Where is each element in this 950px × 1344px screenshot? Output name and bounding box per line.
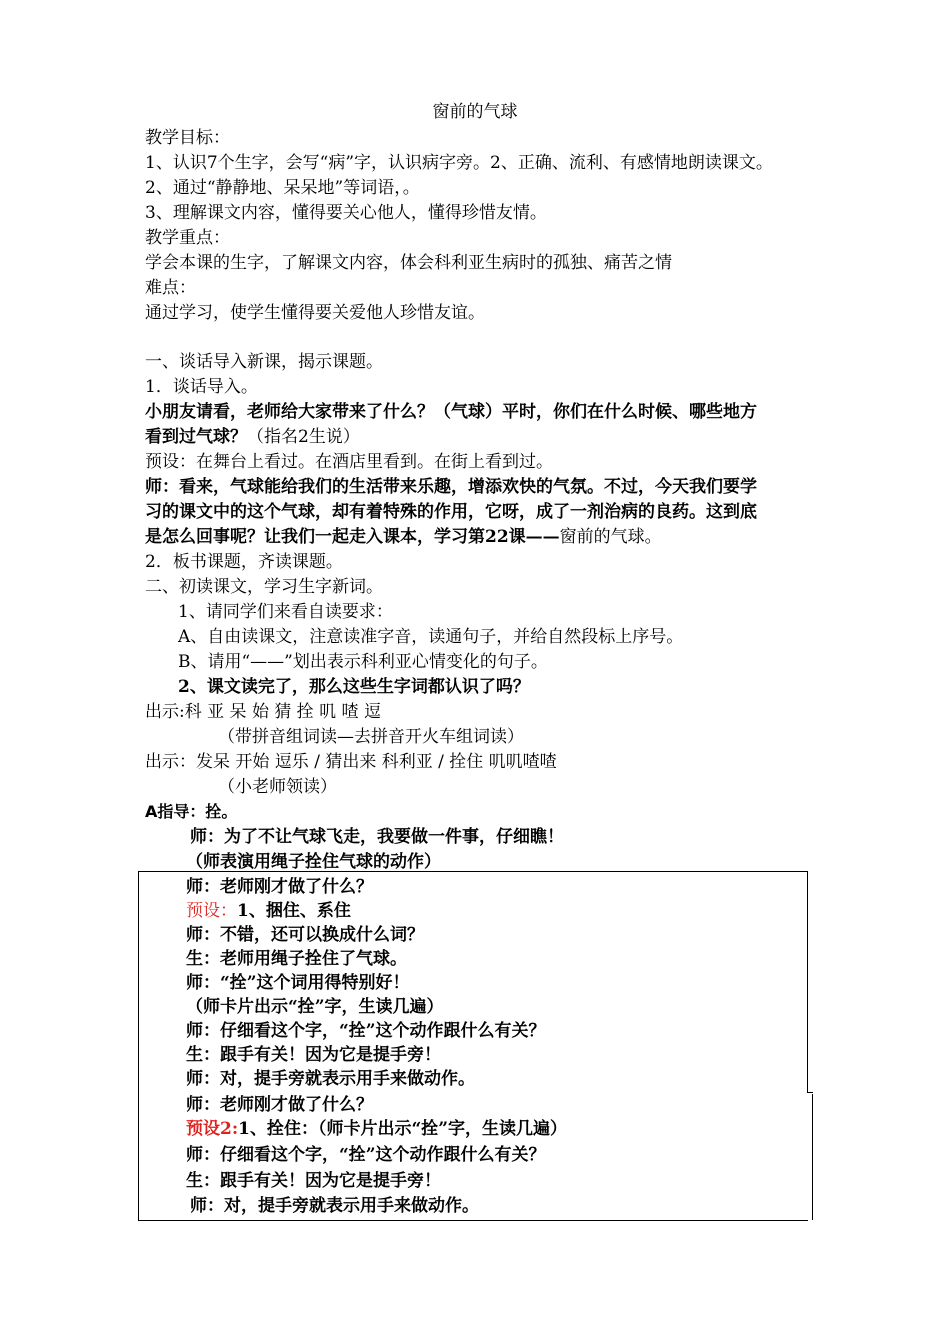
little-teacher-note: （小老师领读） bbox=[218, 777, 337, 797]
objective-1: 1、认识7个生字，会写“病”字，认识病字旁。2、正确、流利、有感情地朗读课文。 bbox=[145, 153, 773, 173]
preset-2-text: 1、拴住：（师卡片出示“拴”字，生读几遍） bbox=[238, 1119, 567, 1139]
difficulty-heading: 难点： bbox=[145, 278, 196, 298]
box-border-right-top bbox=[807, 871, 808, 1092]
box-line-4: 生：老师用绳子拴住了气球。 bbox=[186, 949, 407, 969]
step-1-heading: 1．谈话导入。 bbox=[145, 377, 258, 397]
preset-2-label: 预设2: bbox=[186, 1119, 239, 1139]
new-characters-list: 出示:科 亚 呆 始 猜 拴 叽 喳 逗 bbox=[145, 702, 381, 722]
expected-answer: 预设：在舞台上看过。在酒店里看到。在街上看到过。 bbox=[145, 452, 553, 472]
new-words-list: 出示：发呆 开始 逗乐 / 猜出来 科利亚 / 拴住 叽叽喳喳 bbox=[145, 752, 557, 772]
section-1-heading: 一、谈话导入新课，揭示课题。 bbox=[145, 352, 383, 372]
key-points-text: 学会本课的生字，了解课文内容，体会科利亚生病时的孤独、痛苦之情 bbox=[145, 253, 672, 273]
box-line-7: 师：仔细看这个字，“拴”这个动作跟什么有关？ bbox=[186, 1021, 546, 1041]
preset-1-label: 预设： bbox=[186, 901, 237, 921]
box-line-8: 生：跟手有关！因为它是提手旁！ bbox=[186, 1045, 441, 1065]
box-line-14: 师：对，提手旁就表示用手来做动作。 bbox=[190, 1196, 479, 1216]
teacher-question-line-2 bbox=[145, 426, 360, 448]
section-2-heading: 二、初读课文，学习生字新词。 bbox=[145, 577, 383, 597]
teacher-demo-line: 师：为了不让气球飞走，我要做一件事，仔细瞧！ bbox=[190, 827, 564, 847]
box-line-10: 师：老师刚才做了什么？ bbox=[186, 1095, 373, 1115]
new-words-question: 2、课文读完了，那么这些生字词都认识了吗？ bbox=[178, 677, 530, 697]
reading-requirements: 1、请同学们来看自读要求： bbox=[178, 602, 393, 622]
key-points-heading: 教学重点： bbox=[145, 228, 230, 248]
lesson-title-ref: 窗前的气球。 bbox=[559, 527, 662, 547]
step-2-heading: 2．板书课题，齐读课题。 bbox=[145, 552, 343, 572]
document-title: 窗前的气球 bbox=[432, 102, 518, 122]
teacher-demo-action: （师表演用绳子拴住气球的动作） bbox=[186, 852, 441, 872]
requirement-a: A、自由读课文，注意读准字音，读通句子，并给自然段标上序号。 bbox=[178, 627, 684, 647]
box-line-9: 师：对，提手旁就表示用手来做动作。 bbox=[186, 1069, 475, 1089]
objectives-heading: 教学目标： bbox=[145, 128, 230, 148]
box-line-1: 师：老师刚才做了什么？ bbox=[186, 877, 373, 897]
requirement-b: B、请用“——”划出表示科利亚心情变化的句子。 bbox=[178, 652, 548, 672]
teacher-question-line-1: 小朋友请看，老师给大家带来了什么？（气球）平时，你们在什么时候、哪些地方 bbox=[145, 402, 757, 422]
instruction-note: （指名2生说） bbox=[247, 427, 360, 447]
box-line-3: 师：不错，还可以换成什么词？ bbox=[186, 925, 424, 945]
box-line-5: 师：“拴”这个词用得特别好！ bbox=[186, 973, 410, 993]
preset-1-text: 1、捆住、系住 bbox=[237, 901, 351, 921]
box-border-right-bottom bbox=[812, 1094, 813, 1220]
teacher-speech-bold-part: 是怎么回事呢？让我们一起走入课本，学习第22课—— bbox=[145, 527, 560, 547]
box-line-12: 师：仔细看这个字，“拴”这个动作跟什么有关？ bbox=[186, 1145, 546, 1165]
guidance-heading: A指导：拴。 bbox=[145, 802, 238, 821]
objective-3: 3、理解课文内容，懂得要关心他人，懂得珍惜友情。 bbox=[145, 203, 547, 223]
teacher-speech-line-3 bbox=[145, 526, 662, 548]
box-line-13: 生：跟手有关！因为它是提手旁！ bbox=[186, 1171, 441, 1191]
objective-2: 2、通过“静静地、呆呆地”等词语，。 bbox=[145, 178, 420, 198]
teacher-speech-line-1: 师：看来，气球能给我们的生活带来乐趣，增添欢快的气氛。不过，今天我们要学 bbox=[145, 477, 757, 497]
box-border-step bbox=[807, 1092, 813, 1093]
box-line-6: （师卡片出示“拴”字，生读几遍） bbox=[186, 997, 444, 1017]
pinyin-reading-note: （带拼音组词读—去拼音开火车组词读） bbox=[218, 727, 524, 747]
box-line-2 bbox=[186, 900, 351, 922]
difficulty-text: 通过学习，使学生懂得要关爱他人珍惜友谊。 bbox=[145, 303, 485, 323]
box-line-11 bbox=[186, 1118, 567, 1140]
teacher-speech-line-2: 习的课文中的这个气球，却有着特殊的作用，它呀，成了一剂治病的良药。这到底 bbox=[145, 502, 757, 522]
question-end-text: 看到过气球？ bbox=[145, 427, 247, 447]
